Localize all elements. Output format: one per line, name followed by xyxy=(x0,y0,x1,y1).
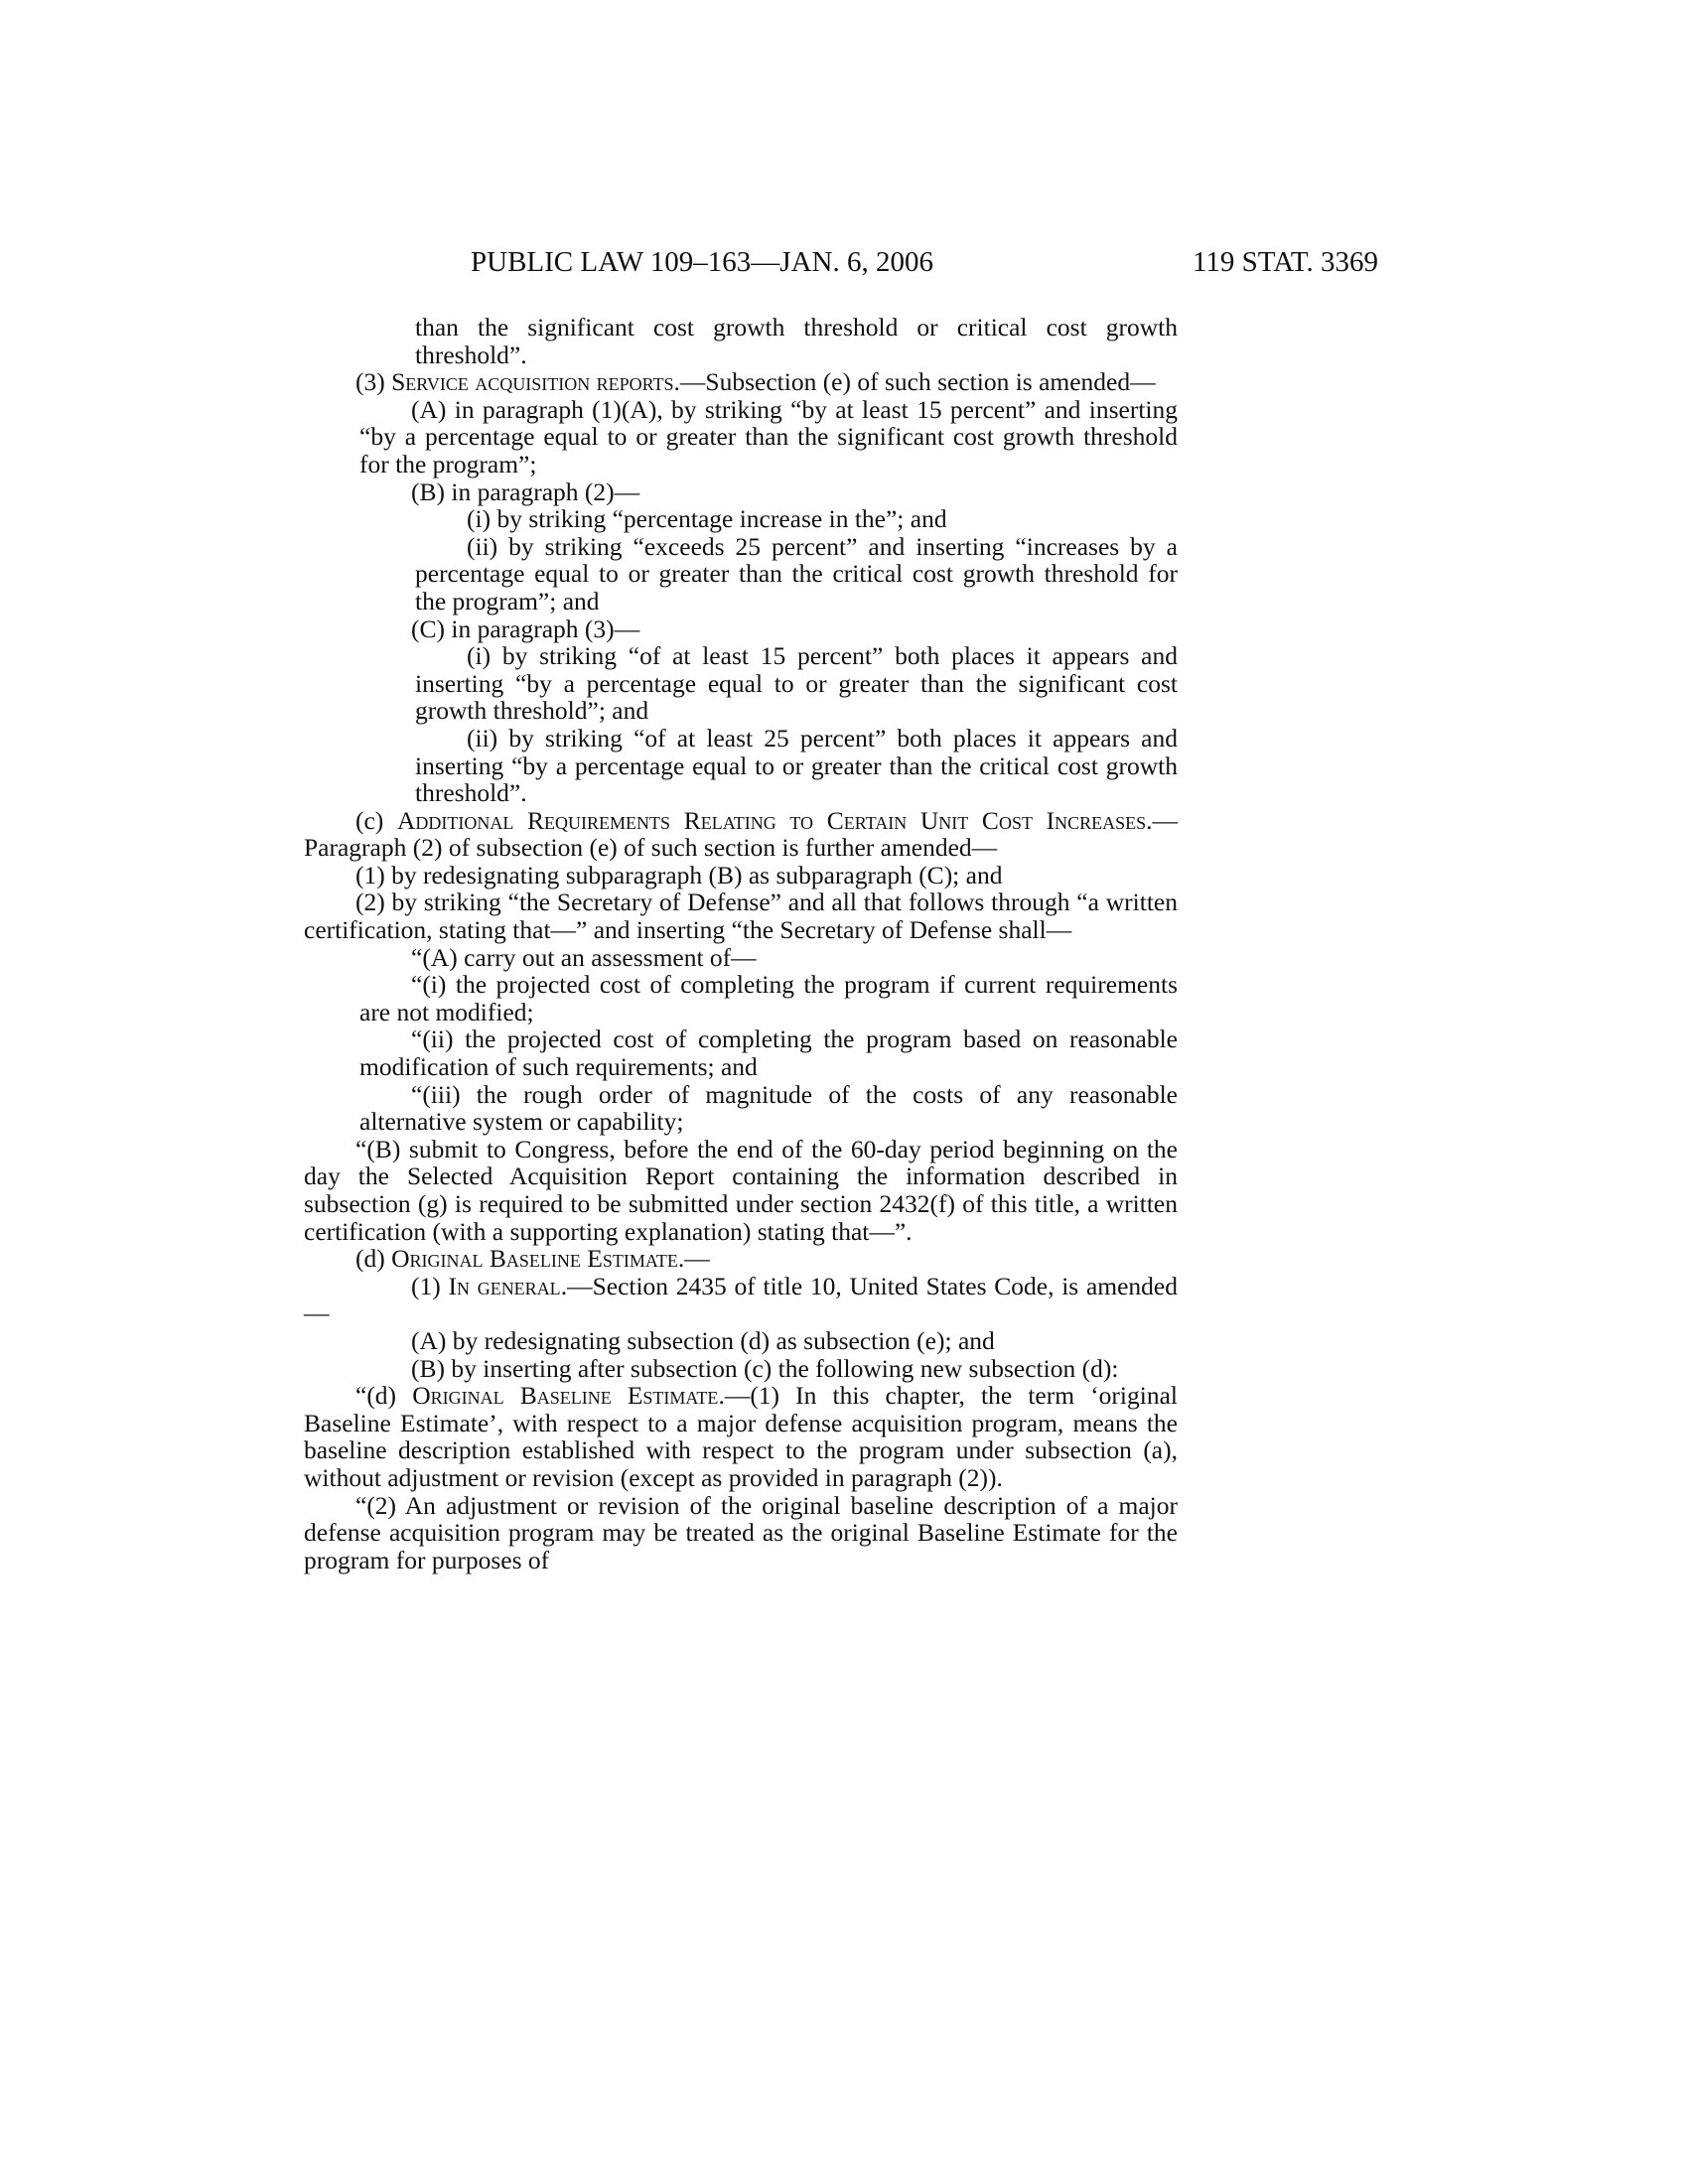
paragraph xyxy=(304,1245,1178,1273)
paragraph-enum: “(d) xyxy=(355,1381,413,1411)
paragraph-enum: (3) xyxy=(355,367,392,397)
paragraph xyxy=(304,944,1178,972)
paragraph-text: (i) by striking “percentage increase in the”; and xyxy=(467,504,947,534)
statute-page-number: 119 STAT. 3369 xyxy=(1193,246,1378,278)
paragraph xyxy=(304,1081,1178,1136)
paragraph-text: .—Section 2435 of title 10, United States Code, is amended— xyxy=(304,1271,1178,1328)
paragraph-text: .—Paragraph (2) of subsection (e) of such section is further amended— xyxy=(304,805,1179,863)
paragraph xyxy=(304,971,1178,1025)
paragraph-text: “(i) the projected cost of completing the program if current requirements are not modified; xyxy=(359,970,1178,1026)
paragraph-text: (i) by striking “of at least 15 percent” both places it appears and inserting “by a percentage equal to or greater than the significant cost growth threshold”; and xyxy=(415,641,1178,726)
paragraph-text: than the significant cost growth threshold or critical cost growth threshold”. xyxy=(415,313,1178,369)
paragraph-text: (C) in paragraph (3)— xyxy=(411,614,640,643)
paragraph-text: (1) by redesignating subparagraph (B) as subparagraph (C); and xyxy=(355,860,1003,889)
paragraph-text: .—Subsection (e) of such section is amended— xyxy=(673,367,1156,397)
paragraph-heading: Original Baseline Estimate xyxy=(412,1381,719,1411)
paragraph-text: “(A) carry out an assessment of— xyxy=(411,942,757,972)
paragraph xyxy=(304,1355,1178,1383)
paragraph-text: (A) in paragraph (1)(A), by striking “by at least 15 percent” and inserting “by a percentage equal to or greater than the significant cost growth threshold for the program”; xyxy=(359,394,1178,478)
paragraph-text: “(iii) the rough order of magnitude of the costs of any reasonable alternative system or capability; xyxy=(359,1079,1178,1137)
paragraph-text: (ii) by striking “of at least 25 percent” both places it appears and inserting “by a percentage equal to or greater than the critical cost growth threshold”. xyxy=(415,723,1178,808)
paragraph-heading: Original Baseline Estimate xyxy=(391,1244,678,1274)
paragraph xyxy=(304,862,1178,889)
statute-text xyxy=(304,314,1178,1573)
page-header xyxy=(0,246,1688,290)
paragraph-text: (A) by redesignating subsection (d) as subsection (e); and xyxy=(411,1325,995,1355)
paragraph xyxy=(304,1136,1178,1245)
paragraph-text: “(2) An adjustment or revision of the original baseline description of a major defense acquisition program may be treated as the original Baseline Estimate for the program for purposes of xyxy=(304,1490,1178,1574)
paragraph xyxy=(304,615,1178,643)
paragraph xyxy=(304,1025,1178,1080)
paragraph xyxy=(304,396,1178,478)
paragraph xyxy=(304,1327,1178,1355)
paragraph xyxy=(304,533,1178,615)
paragraph xyxy=(304,807,1178,862)
paragraph xyxy=(304,888,1178,943)
paragraph xyxy=(304,725,1178,807)
paragraph-text: (2) by striking “the Secretary of Defense” and all that follows through “a written certification, stating that—” and inserting “the Secretary of Defense shall— xyxy=(304,887,1178,945)
paragraph-enum: (d) xyxy=(355,1244,392,1274)
paragraph-heading: In general xyxy=(448,1271,561,1300)
paragraph-heading: Service acquisition reports xyxy=(391,367,674,397)
paragraph-text: (B) by inserting after subsection (c) the following new subsection (d): xyxy=(411,1353,1119,1383)
paragraph xyxy=(304,1382,1178,1491)
paragraph-text: “(ii) the projected cost of completing the program based on reasonable modification of such requirements; and xyxy=(359,1024,1178,1082)
paragraph-enum: (1) xyxy=(411,1271,449,1300)
paragraph-text: “(B) submit to Congress, before the end of the 60-day period beginning on the day the Selected Acquisition Report containing the information described in subsection (g) is required to be submitted under section 2432(f) of this title, a written certification (with a supporting explanation) stating that—”. xyxy=(304,1134,1178,1246)
paragraph xyxy=(304,642,1178,725)
paragraph-text: .—(1) In this chapter, the term ‘original Baseline Estimate’, with respect to a major defense acquisition program, means the baseline description established with respect to the program under subsection (a), without adjustment or revision (except as provided in paragraph (2)). xyxy=(304,1381,1178,1492)
paragraph xyxy=(304,1492,1178,1574)
paragraph-enum: (c) xyxy=(355,805,397,835)
paragraph-text: (ii) by striking “exceeds 25 percent” and inserting “increases by a percentage equal to or greater than the critical cost growth threshold for the program”; and xyxy=(415,531,1178,615)
paragraph xyxy=(304,368,1178,396)
paragraph xyxy=(304,1273,1178,1327)
paragraph-text: .— xyxy=(677,1244,710,1274)
paragraph-text: (B) in paragraph (2)— xyxy=(411,477,640,506)
running-head-title: PUBLIC LAW 109–163—JAN. 6, 2006 xyxy=(471,246,933,278)
paragraph xyxy=(304,505,1178,533)
paragraph-heading: Additional Requirements Relating to Certain Unit Cost Increases xyxy=(396,805,1147,835)
paragraph xyxy=(304,478,1178,506)
paragraph xyxy=(304,314,1178,368)
